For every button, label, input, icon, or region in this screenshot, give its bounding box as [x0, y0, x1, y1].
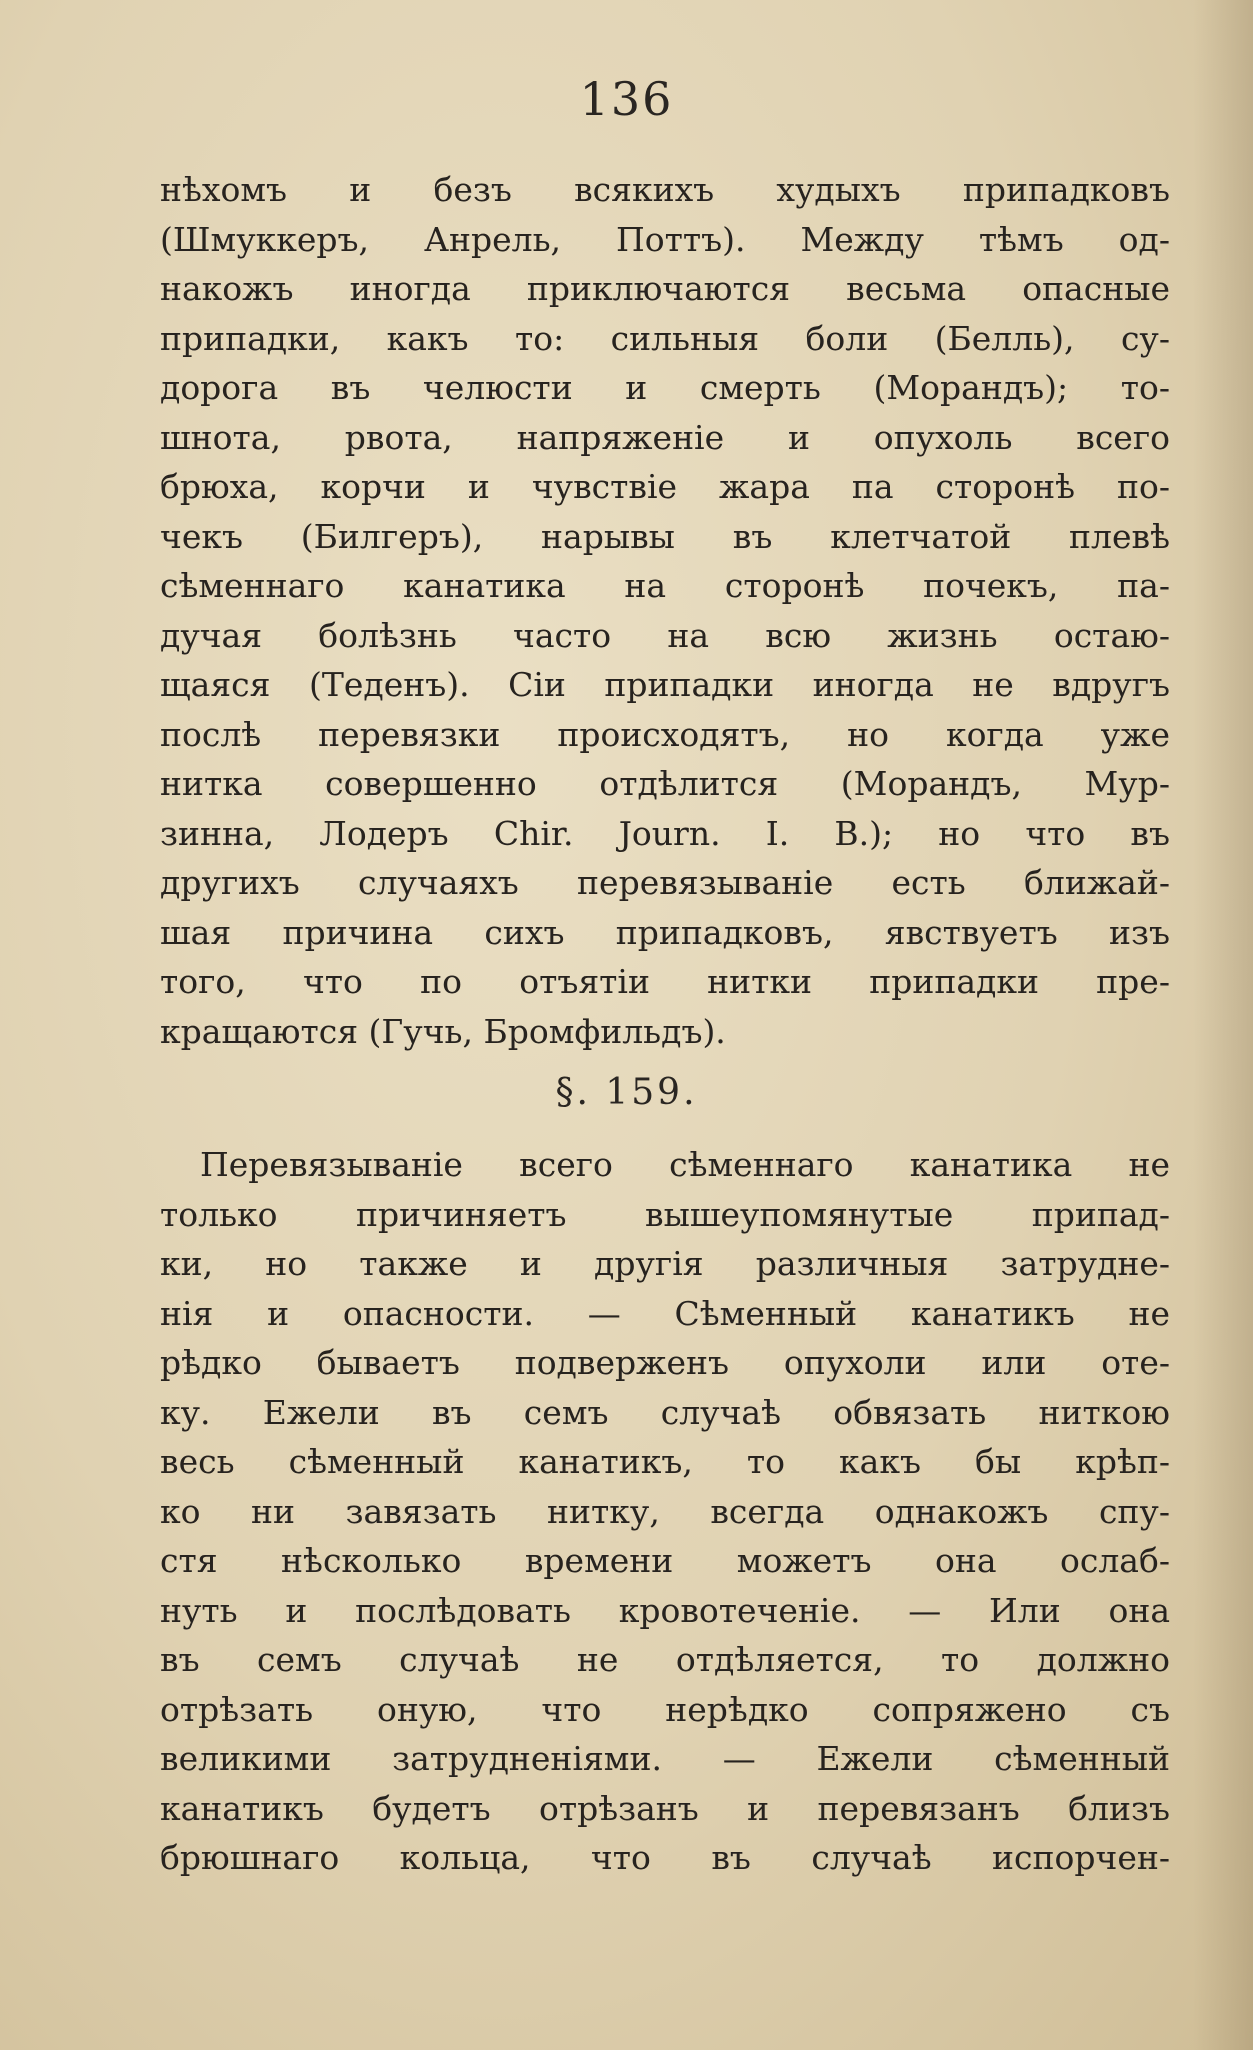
- text-line: Перевязываніе всего сѣменнаго канатика не: [200, 1145, 1170, 1184]
- paragraph-2: [160, 1140, 1170, 1883]
- text-line: весь сѣменный канатикъ, то какъ бы крѣп-: [160, 1442, 1170, 1481]
- text-line: рѣдко бываетъ подверженъ опухоли или оте-: [160, 1343, 1170, 1382]
- text-line: только причиняетъ вышеупомянутые припад-: [160, 1194, 1170, 1234]
- text-line: канатикъ будетъ отрѣзанъ и перевязанъ близъ: [160, 1788, 1170, 1828]
- text-line: отрѣзать оную, что нерѣдко сопряжено съ: [160, 1689, 1170, 1729]
- text-line: кращаются (Гучь, Бромфильдъ).: [160, 1011, 726, 1051]
- text-line: послѣ перевязки происходятъ, но когда уже: [160, 714, 1170, 754]
- section-heading: §. 159.: [555, 1072, 698, 1113]
- text-line: другихъ случаяхъ перевязываніе есть ближай-: [160, 863, 1170, 902]
- text-line: дучая болѣзнь часто на всю жизнь остаю-: [160, 615, 1170, 655]
- text-line: брюха, корчи и чувствіе жара па сторонѣ по-: [160, 467, 1170, 506]
- text-line: въ семъ случаѣ не отдѣляется, то должно: [160, 1640, 1170, 1679]
- page-number: 136: [579, 72, 674, 126]
- text-line: сѣменнаго канатика на сторонѣ почекъ, па-: [160, 566, 1170, 605]
- text-line: накожъ иногда приключаются весьма опасные: [160, 269, 1170, 308]
- text-line: стя нѣсколько времени можетъ она ослаб-: [160, 1541, 1170, 1580]
- text-line: шнота, рвота, напряженіе и опухоль всего: [160, 417, 1170, 457]
- text-line: ки, но также и другія различныя затрудне-: [160, 1244, 1170, 1283]
- text-line: великими затрудненіями. — Ежели сѣменный: [160, 1739, 1170, 1778]
- text-line: брюшнаго кольца, что въ случаѣ испорчен-: [160, 1838, 1170, 1877]
- text-line: нуть и послѣдовать кровотеченіе. — Или она: [160, 1590, 1170, 1630]
- text-line: чекъ (Билгеръ), нарывы въ клетчатой плевѣ: [160, 516, 1170, 556]
- text-line: нѣхомъ и безъ всякихъ худыхъ припадковъ: [160, 170, 1170, 209]
- text-line: ко ни завязать нитку, всегда однакожъ спу-: [160, 1491, 1170, 1531]
- text-line: ку. Ежели въ семъ случаѣ обвязать ниткою: [160, 1392, 1170, 1432]
- text-line: нитка совершенно отдѣлится (Морандъ, Мур-: [160, 764, 1170, 803]
- text-line: дорога въ челюсти и смерть (Морандъ); то-: [160, 368, 1170, 407]
- text-line: нія и опасности. — Сѣменный канатикъ не: [160, 1293, 1170, 1333]
- text-line: шая причина сихъ припадковъ, явствуетъ изъ: [160, 912, 1170, 952]
- text-line: припадки, какъ то: сильныя боли (Белль), су-: [160, 318, 1170, 358]
- text-line: зинна, Лодеръ Chir. Journ. I. B.); но что въ: [160, 813, 1170, 853]
- text-line: щаяся (Теденъ). Сіи припадки иногда не вдругъ: [160, 665, 1170, 704]
- paragraph-1: [160, 165, 1170, 1056]
- text-line: того, что по отъятіи нитки припадки пре-: [160, 962, 1170, 1001]
- text-line: (Шмуккеръ, Анрель, Поттъ). Между тѣмъ од-: [160, 219, 1170, 259]
